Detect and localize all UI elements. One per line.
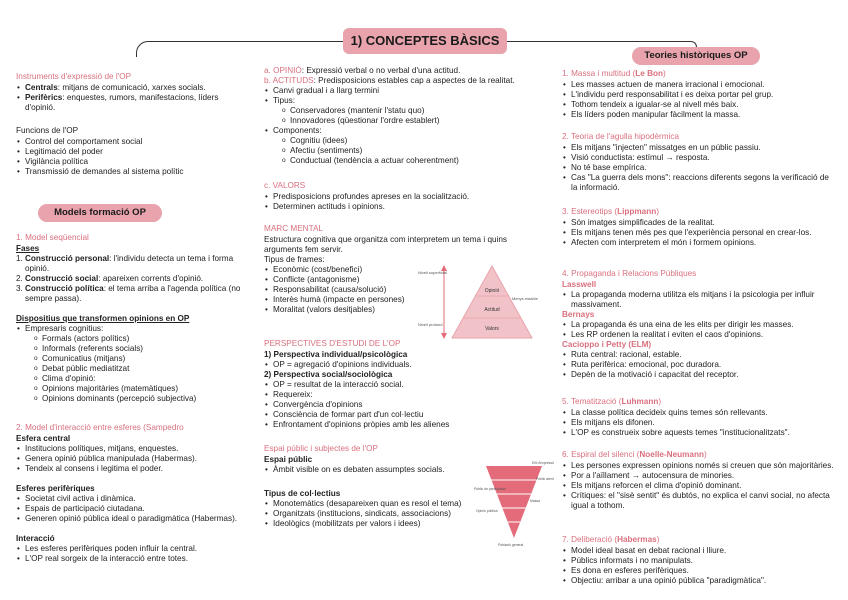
list-item: • OP = agregació d'opinions individuals. [264, 360, 550, 370]
list-item: • Vigilància política [16, 157, 248, 167]
list-item: • Els mitjans tenen més pes que l'experiència personal en crear-los. [562, 228, 834, 238]
list-item: • Requereix: [264, 390, 550, 400]
list-item: o Comunicatius (mitjans) [33, 354, 248, 364]
list-item: • Depèn de la motivació i capacitat del receptor. [562, 370, 834, 380]
list-item: o Innovadores (qüestionar l'ordre establert) [281, 116, 550, 126]
list-item: o Formals (actors polítics) [33, 334, 248, 344]
teoria-1 [562, 69, 834, 120]
funnel-label: Públic atent [536, 477, 554, 481]
list-item: • Crítiques: el "sisè sentit" és dubtós, no explica el canvi social, no afecta igual a tothom. [562, 491, 834, 511]
list-item: • Els mitjans reforcen el clima d'opinió dominant. [562, 481, 834, 491]
list-item: • Els mitjans "injecten" missatges en un públic passiu. [562, 143, 834, 153]
author-lippmann: Lippmann [617, 207, 657, 216]
list-item: • Control del comportament social [16, 137, 248, 147]
list-item: • Els mitjans els difonen. [562, 418, 834, 428]
list-item: • Les masses actuen de manera irracional i emocional. [562, 80, 834, 90]
connector-left [136, 41, 343, 57]
teoria-5-heading: 5. Tematització (Luhmann) [562, 397, 662, 406]
funnel-label: Opinió pública [476, 509, 498, 513]
instruments-section [16, 72, 248, 113]
frames-label: Tipus de frames: [264, 255, 325, 264]
perspectives-heading: PERSPECTIVES D'ESTUDI DE L'OP [264, 339, 401, 348]
list-item: • Enfrontament d'opinions pròpies amb les alienes [264, 420, 550, 430]
list-item: • Tendeix al consens i legitima el poder. [16, 464, 248, 474]
list-item: • Societat civil activa i dinàmica. [16, 494, 248, 504]
model-interaccio-heading: 2. Model d'interacció entre esferes (Sampedro [16, 423, 184, 432]
list-item: • Monotemàtics (desapareixen quan es resol el tema) [264, 499, 494, 509]
teoria-2 [562, 132, 834, 193]
models-title: Models formació OP [38, 204, 162, 222]
list-item: • Interès humà (impacte en persones) [264, 295, 412, 305]
list-item: • Responsabilitat (causa/solució) [264, 285, 412, 295]
funnel-label: Població general [498, 543, 524, 547]
list-item: • Afecten com interpretem el món i formem opinions. [562, 238, 834, 248]
list-item: • Les persones expressen opinions només si creuen que són majoritàries. [562, 461, 834, 471]
marc-desc: Estructura cognitiva que organitza com interpretem un tema i quins arguments fem servir. [264, 235, 508, 254]
values-pyramid-diagram [416, 262, 546, 342]
espai-heading: Espai públic i subjectes de l'OP [264, 444, 378, 453]
list-item: • Generen opinió pública ideal o paradigmàtica (Habermas). [16, 514, 248, 524]
list-item: • Econòmic (cost/benefici) [264, 265, 412, 275]
teoria-5 [562, 397, 834, 438]
list-item: • Espais de participació ciutadana. [16, 504, 248, 514]
list-item: • Tipus: o Conservadores (mantenir l'statu quo) o Innovadores (qüestionar l'ordre establert) [264, 96, 550, 126]
list-item: • L'individu perd responsabilitat i es deixa portar pel grup. [562, 90, 834, 100]
teoria-7-heading: 7. Deliberació (Habermas) [562, 535, 660, 544]
model-sequencial-heading: 1. Model seqüencial [16, 233, 89, 242]
list-item: • Ruta perifèrica: emocional, poc duradora. [562, 360, 834, 370]
list-item: • No té base empírica. [562, 163, 834, 173]
pyramid-label-top: Nivell superficial [418, 270, 447, 275]
funcions-heading: Funcions de l'OP [16, 126, 79, 135]
list-item: o Clima d'opinió: [33, 374, 248, 384]
list-item: • L'OP real sorgeix de la interacció entre totes. [16, 554, 248, 564]
dispositius-label: Dispositius que transformen opinions en OP [16, 314, 190, 323]
teoria-3-heading: 3. Estereotips (Lippmann) [562, 207, 659, 216]
funcions-section [16, 126, 248, 177]
author-habermas: Habermas [617, 535, 657, 544]
list-item: • L'OP es construeix sobre aquests temes "institucionalitzats". [562, 428, 834, 438]
list-item: • Visió conductista: estímul → resposta. [562, 153, 834, 163]
list-item: • Convergència d'opinions [264, 400, 550, 410]
fases-label: Fases [16, 244, 40, 253]
pyramid-label-right: Menys estable [512, 296, 538, 301]
list-item: • Objectiu: arribar a una opinió pública "paradigmàtica". [562, 576, 834, 586]
list-item: • Canvi gradual i a llarg termini [264, 86, 550, 96]
list-item: • La propaganda és una eina de les elits per dirigir les masses. [562, 320, 834, 330]
list-item: • Ruta central: racional, estable. [562, 350, 834, 360]
teoria-7 [562, 535, 834, 586]
teories-title: Teories històriques OP [632, 47, 760, 65]
perspectiva-1-label: 1) Perspectiva individual/psicològica [264, 350, 408, 359]
list-item: o Debat públic mediatitzat [33, 364, 248, 374]
main-title: 1) CONCEPTES BÀSICS [343, 28, 507, 54]
list-item: • La classe política decideix quins temes són rellevants. [562, 408, 834, 418]
actituds-line: b. ACTITUDS: Predisposicions estables cap a aspectes de la realitat. [264, 76, 515, 85]
list-item: • Perifèrics: enquestes, rumors, manifestacions, líders d'opinió. [16, 93, 248, 113]
list-item: o Conductual (tendència a actuar coherentment) [281, 156, 550, 166]
pyramid-level-opinio: Opinió [484, 288, 500, 294]
opinio-line: a. OPINIÓ: Expressió verbal o no verbal d'una actitud. [264, 66, 461, 75]
list-item: • Àmbit visible on es debaten assumptes socials. [264, 465, 484, 475]
fase-1: 1. Construcció personal: l'individu detecta un tema i forma opinió. [16, 254, 234, 273]
espai-section [264, 444, 484, 475]
pyramid-level-valors: Valors [485, 326, 499, 332]
espai-label: Espai públic [264, 455, 313, 464]
fase-2: 2. Construcció social: apareixen corrents d'opinió. [16, 274, 204, 283]
fase-3: 3. Construcció política: el tema arriba a l'agenda política (no sempre passa). [16, 284, 241, 303]
list-item: • Empresaris cognitius: o Formals (actors polítics) o Informals (referents socials) o Comunicatius (mitjans) o Debat públic mediatitzat o Clima d'opinió: o Opinions majoritàries (matemàtiques) o Opinions dominants (percepció subjectiva) [16, 324, 248, 404]
list-item: • OP = resultat de la interacció social. [264, 380, 550, 390]
funnel-label: Públic de participació [474, 487, 507, 491]
teoria-4-heading: 4. Propaganda i Relacions Públiques [562, 269, 697, 278]
funnel-svg [474, 450, 554, 550]
teoria-1-heading: 1. Massa i multitud (Le Bon) [562, 69, 666, 78]
list-item: • Ideològics (mobilitzats per valors i idees) [264, 519, 494, 529]
list-item: • Es dona en esferes perifèriques. [562, 566, 834, 576]
list-item: o Cognitiu (idees) [281, 136, 550, 146]
teoria-2-heading: 2. Teoria de l'agulla hipodèrmica [562, 132, 680, 141]
teoria-4 [562, 269, 834, 380]
list-item: • Determinen actituds i opinions. [264, 202, 550, 212]
list-item: • Els líders poden manipular fàcilment la massa. [562, 110, 834, 120]
list-item: • Components: o Cognitiu (idees) o Afectiu (sentiments) o Conductual (tendència a actuar coherentment) [264, 126, 550, 166]
funnel-label: Elit d'expressió [532, 461, 554, 465]
model-interaccio-section [16, 423, 248, 564]
interaccio-label: Interacció [16, 534, 55, 543]
valors-heading: c. VALORS [264, 181, 306, 190]
list-item: • Organitzats (institucions, sindicats, associacions) [264, 509, 494, 519]
collectius-section [264, 489, 494, 529]
teoria-6-heading: 6. Espiral del silenci (Noelle-Neumann) [562, 450, 707, 459]
author-luhmann: Luhmann [621, 397, 659, 406]
author-le-bon: Le Bon [635, 69, 664, 78]
list-item: o Conservadores (mantenir l'statu quo) [281, 106, 550, 116]
list-item: o Opinions dominants (percepció subjectiva) [33, 394, 248, 404]
perspectiva-2-label: 2) Perspectiva social/sociològica [264, 370, 393, 379]
list-item: • Model ideal basat en debat racional i lliure. [562, 546, 834, 556]
marc-heading: MARC MENTAL [264, 224, 323, 233]
public-funnel-diagram [474, 450, 554, 550]
list-item: • Públics informats i no manipulats. [562, 556, 834, 566]
funnel-label: Massa [530, 499, 540, 503]
instruments-heading: Instruments d'expressió de l'OP [16, 72, 132, 81]
list-item: • Són imatges simplificades de la realitat. [562, 218, 834, 228]
teoria-6 [562, 450, 834, 511]
list-item: • Centrals: mitjans de comunicació, xarxes socials. [16, 83, 248, 93]
opinio-actituds-section [264, 66, 550, 166]
list-item: • Tothom tendeix a igualar-se al nivell més baix. [562, 100, 834, 110]
perspectives-section [264, 339, 550, 430]
author-noelle-neumann: Noelle-Neumann [639, 450, 704, 459]
list-item: • Cas "La guerra dels mons": reaccions diferents segons la verificació de la informació. [562, 173, 834, 193]
esfera-central-label: Esfera central [16, 434, 71, 443]
list-item: • Les RP ordenen la realitat i eviten el caos d'opinions. [562, 330, 834, 340]
teoria-3 [562, 207, 834, 248]
model-sequencial-section [16, 233, 248, 404]
valors-section [264, 181, 550, 212]
list-item: • Les esferes perifèriques poden influir la central. [16, 544, 248, 554]
list-item: o Opinions majoritàries (matemàtiques) [33, 384, 248, 394]
list-item: • Legitimació del poder [16, 147, 248, 157]
list-item: • Consciència de formar part d'un col·lectiu [264, 410, 550, 420]
list-item: o Afectiu (sentiments) [281, 146, 550, 156]
list-item: • Por a l'aïllament → autocensura de minories. [562, 471, 834, 481]
list-item: • Moralitat (valors desitjables) [264, 305, 412, 315]
list-item: • Genera opinió pública manipulada (Habermas). [16, 454, 248, 464]
author-lasswell: Lasswell [562, 280, 597, 289]
list-item: • Conflicte (antagonisme) [264, 275, 412, 285]
pyramid-svg [416, 262, 546, 342]
collectius-label: Tipus de col·lectius [264, 489, 341, 498]
pyramid-label-bottom: Nivell profund [418, 322, 443, 327]
list-item: • La propaganda moderna utilitza els mitjans i la psicologia per influir massivament. [562, 290, 834, 310]
list-item: • Predisposicions profundes apreses en la socialització. [264, 192, 550, 202]
list-item: • Institucions polítiques, mitjans, enquestes. [16, 444, 248, 454]
author-bernays: Bernays [562, 310, 595, 319]
list-item: • Transmissió de demandes al sistema polític [16, 167, 248, 177]
list-item: o Informals (referents socials) [33, 344, 248, 354]
author-cacioppo: Cacioppo i Petty (ELM) [562, 340, 652, 349]
esferes-periferiques-label: Esferes perifèriques [16, 484, 95, 493]
pyramid-level-actitud: Actitud [484, 307, 500, 313]
